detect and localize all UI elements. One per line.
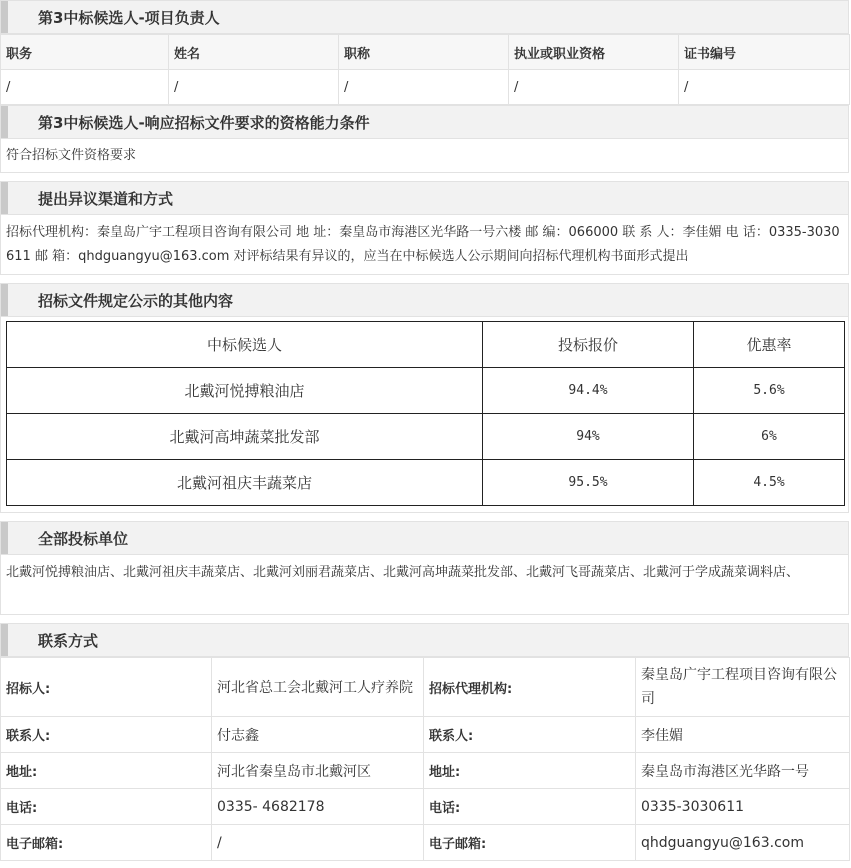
- table-row: [7, 414, 845, 460]
- value-agency: 秦皇岛广宇工程项目咨询有限公司: [636, 658, 850, 717]
- section-title-other-content: 招标文件规定公示的其他内容: [0, 283, 849, 317]
- table-row: [1, 753, 850, 789]
- label-email: 电子邮箱:: [1, 825, 212, 861]
- label-address: 地址:: [1, 753, 212, 789]
- label-agency-contact-person: 联系人:: [424, 717, 636, 753]
- cell-name: /: [169, 70, 339, 105]
- cell-title: /: [339, 70, 509, 105]
- cell-qualification: /: [509, 70, 679, 105]
- qualification-text: 符合招标文件资格要求: [0, 139, 849, 173]
- contact-table: [0, 657, 850, 861]
- objection-text: 招标代理机构：秦皇岛广宇工程项目咨询有限公司 地 址：秦皇岛市海港区光华路一号六楼 邮 编：066000 联 系 人：李佳媚 电 话：0335-3030611 邮 箱：qhdguangyu@163.com 对评标结果有异议的，应当在中标候选人公示期间向招标代理机构书面形式提出: [0, 215, 849, 275]
- header-discount-rate: 优惠率: [694, 322, 845, 368]
- discount-rate: 6%: [694, 414, 845, 460]
- project-leader-table: [0, 34, 850, 105]
- candidate-name: 北戴河祖庆丰蔬菜店: [7, 460, 483, 506]
- table-header-row: [7, 322, 845, 368]
- label-agency-address: 地址:: [424, 753, 636, 789]
- header-title: 职称: [339, 35, 509, 70]
- candidate-table-container: [0, 317, 849, 513]
- label-tenderer: 招标人:: [1, 658, 212, 717]
- discount-rate: 4.5%: [694, 460, 845, 506]
- table-row: [1, 658, 850, 717]
- table-row: [1, 825, 850, 861]
- section-title-all-bidders: 全部投标单位: [0, 521, 849, 555]
- bid-price: 94.4%: [483, 368, 694, 414]
- value-contact-person: 付志鑫: [212, 717, 424, 753]
- candidate-name: 北戴河高坤蔬菜批发部: [7, 414, 483, 460]
- label-contact-person: 联系人:: [1, 717, 212, 753]
- header-position: 职务: [1, 35, 169, 70]
- section-title-contact: 联系方式: [0, 623, 849, 657]
- section-title-objection-channel: 提出异议渠道和方式: [0, 181, 849, 215]
- header-candidate: 中标候选人: [7, 322, 483, 368]
- cell-position: /: [1, 70, 169, 105]
- cell-certificate-number: /: [679, 70, 850, 105]
- table-row: [1, 717, 850, 753]
- table-row: [7, 460, 845, 506]
- value-agency-address: 秦皇岛市海港区光华路一号: [636, 753, 850, 789]
- value-email: /: [212, 825, 424, 861]
- bid-price: 95.5%: [483, 460, 694, 506]
- label-agency-phone: 电话:: [424, 789, 636, 825]
- label-agency: 招标代理机构:: [424, 658, 636, 717]
- bid-price: 94%: [483, 414, 694, 460]
- candidate-name: 北戴河悦搏粮油店: [7, 368, 483, 414]
- header-bid-price: 投标报价: [483, 322, 694, 368]
- header-certificate-number: 证书编号: [679, 35, 850, 70]
- header-name: 姓名: [169, 35, 339, 70]
- value-agency-phone: 0335-3030611: [636, 789, 850, 825]
- value-agency-contact-person: 李佳媚: [636, 717, 850, 753]
- value-tenderer: 河北省总工会北戴河工人疗养院: [212, 658, 424, 717]
- discount-rate: 5.6%: [694, 368, 845, 414]
- table-header-row: [1, 35, 850, 70]
- value-agency-email[interactable]: qhdguangyu@163.com: [636, 825, 850, 861]
- table-row: [1, 789, 850, 825]
- all-bidders-text: 北戴河悦搏粮油店、北戴河祖庆丰蔬菜店、北戴河刘丽君蔬菜店、北戴河高坤蔬菜批发部、北戴河飞哥蔬菜店、北戴河于学成蔬菜调料店、: [0, 555, 849, 615]
- label-agency-email: 电子邮箱:: [424, 825, 636, 861]
- section-title-qualification: 第3中标候选人-响应招标文件要求的资格能力条件: [0, 105, 849, 139]
- section-title-project-leader: 第3中标候选人-项目负责人: [0, 0, 849, 34]
- table-row: [7, 368, 845, 414]
- label-phone: 电话:: [1, 789, 212, 825]
- header-qualification: 执业或职业资格: [509, 35, 679, 70]
- value-address: 河北省秦皇岛市北戴河区: [212, 753, 424, 789]
- value-phone: 0335- 4682178: [212, 789, 424, 825]
- table-row: [1, 70, 850, 105]
- candidate-table: [6, 321, 845, 506]
